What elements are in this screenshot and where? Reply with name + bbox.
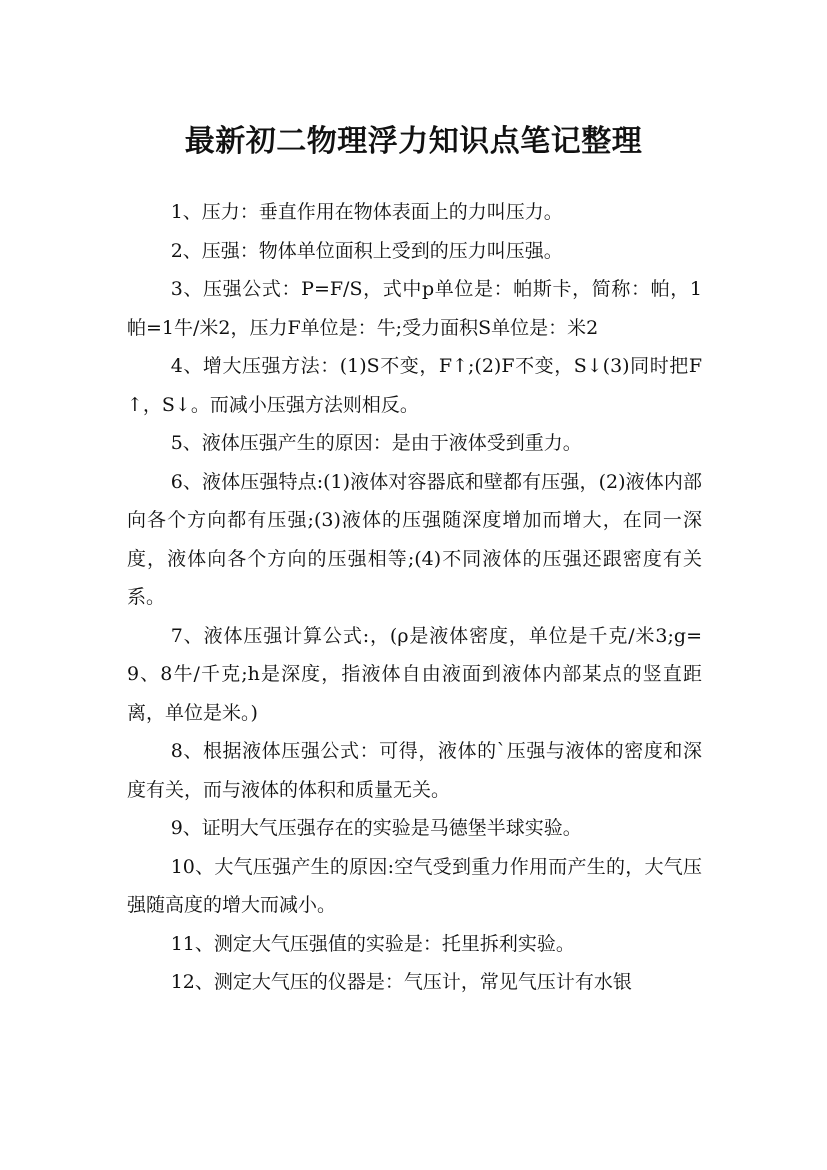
paragraph-12: 12、测定大气压的仪器是：气压计，常见气压计有水银 [170,971,632,993]
paragraph-2: 2、压强：物体单位面积上受到的压力叫压强。 [170,239,563,262]
paragraph-6: 6、液体压强特点:(1)液体对容器底和壁都有压强，(2)液体内部向各个方向都有压强;(3)液体的压强随深度增加而增大，在同一深度，液体向各个方向的压强相等;(4)不同液体的压强还跟密度有关系。 [127,470,702,608]
paragraph-7: 7、液体压强计算公式:，(ρ是液体密度，单位是千克/米3;g=9、8牛/千克;h是深度，指液体自由液面到液体内部某点的竖直距离，单位是米。) [127,624,702,724]
paragraph-9: 9、证明大气压强存在的实验是马德堡半球实验。 [170,817,582,839]
paragraph-10: 10、大气压强产生的原因:空气受到重力作用而产生的，大气压强随高度的增大而减小。 [127,855,702,916]
paragraph-5: 5、液体压强产生的原因：是由于液体受到重力。 [170,432,582,454]
document-title: 最新初二物理浮力知识点笔记整理 [184,124,643,160]
paragraph-11: 11、测定大气压强值的实验是：托里拆利实验。 [170,932,575,955]
paragraph-8: 8、根据液体压强公式：可得，液体的`压强与液体的密度和深度有关，而与液体的体积和质量无关。 [127,740,702,801]
paragraph-4: 4、增大压强方法：(1)S不变，F↑;(2)F不变，S↓(3)同时把F↑，S↓。而减小压强方法则相反。 [127,355,702,416]
document-body [127,193,702,1002]
paragraph-3: 3、压强公式：P=F/S，式中p单位是：帕斯卡，简称：帕，1帕=1牛/米2，压力F单位是：牛;受力面积S单位是：米2 [127,278,702,339]
paragraph-1: 1、压力：垂直作用在物体表面上的力叫压力。 [170,201,563,223]
